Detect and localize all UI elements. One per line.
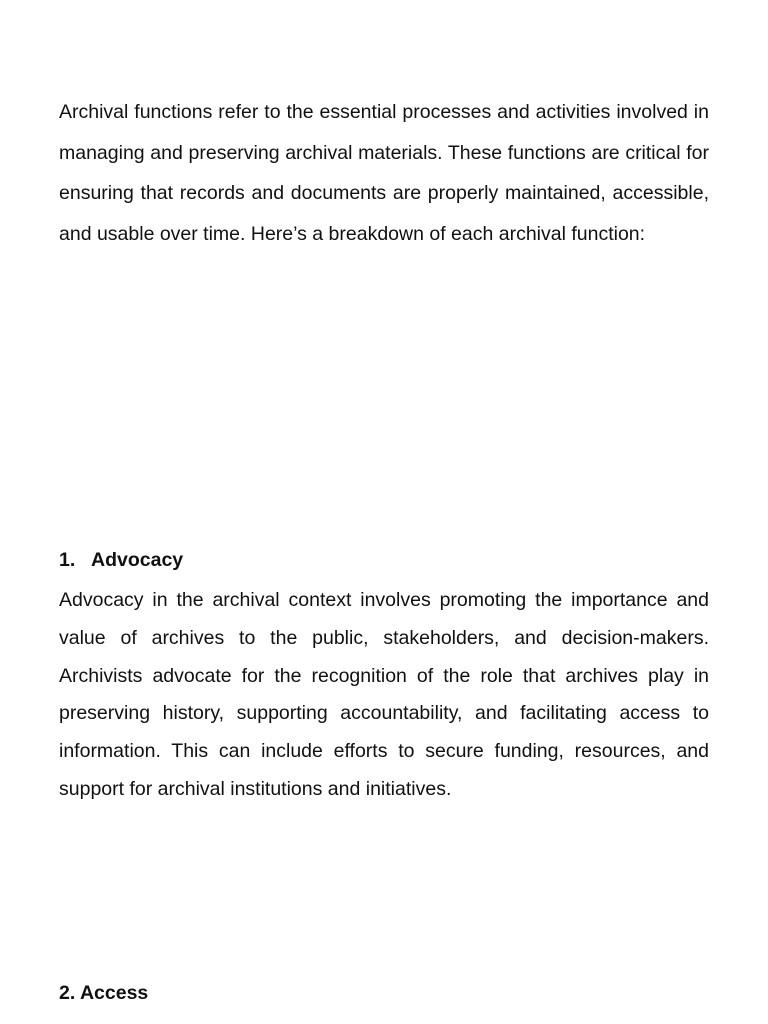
section-title: Advocacy	[91, 549, 184, 571]
section-number: 1.	[59, 549, 76, 571]
section-heading-access: 2. Access	[59, 982, 149, 1004]
section-heading-advocacy	[59, 548, 183, 572]
advocacy-paragraph: Advocacy in the archival context involves promoting the importance and value of archives to the public, stakeholders, and decision-makers. Archivists advocate for the recognition of the role that archives play in preserving history, supporting accountability, and facilitating access to information. This can include efforts to secure funding, resources, and support for archival institutions and initiatives.	[59, 589, 709, 800]
intro-paragraph: Archival functions refer to the essential processes and activities involved in managing and preserving archival materials. These functions are critical for ensuring that records and documents are properly maintained, accessible, and usable over time. Here’s a breakdown of each archival function:	[59, 101, 709, 245]
